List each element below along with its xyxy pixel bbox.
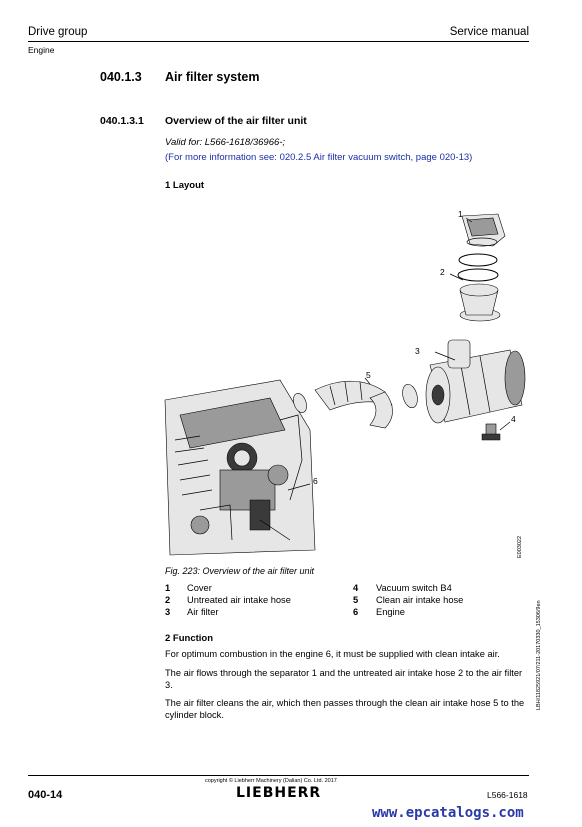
legend-label: Clean air intake hose [376,595,464,605]
legend-label: Air filter [187,607,219,617]
footer-rule [28,775,529,776]
brand-logo: LIEBHERR [236,785,322,801]
legend-row [165,607,495,619]
vacuum-switch [482,424,500,440]
air-filter-diagram [160,200,530,560]
layout-heading: 1 Layout [165,180,205,191]
cover [462,214,505,246]
engine-illustration [165,380,315,555]
document-code: LBH/11825921/07/211-20170330_15306/9en [536,600,542,710]
legend-num: 2 [165,595,171,605]
clean-air-hose [315,381,393,428]
legend-num: 1 [165,583,171,593]
header-rule [28,41,529,42]
callout-1: 1 [458,209,463,219]
subsection-title: Overview of the air filter unit [165,115,307,127]
header-right-title: Service manual [449,26,529,38]
legend-row [165,583,495,595]
figure-legend [165,583,495,619]
reference-link[interactable]: (For more information see: 020.2.5 Air filter vacuum switch, page 020-13) [165,152,473,163]
air-filter-housing [426,340,525,423]
callout-4: 4 [511,414,516,424]
function-paragraph: The air flows through the separator 1 and the untreated air intake hose 2 to the air filter 3. [165,668,523,690]
untreated-air-hose [458,254,500,321]
legend-label: Engine [376,607,405,617]
section-title: Air filter system [165,70,260,84]
callout-6: 6 [313,476,318,486]
legend-label: Untreated air intake hose [187,595,291,605]
callout-2: 2 [440,267,445,277]
legend-label: Cover [187,583,212,593]
copyright: copyright © Liebherr Machinery (Dalian) Co. Ltd. 2017 [205,778,337,784]
figure-id: E003022 [517,535,523,558]
legend-label: Vacuum switch B4 [376,583,452,593]
callout-3: 3 [415,346,420,356]
function-heading: 2 Function [165,633,214,644]
subsection-number: 040.1.3.1 [100,115,144,127]
legend-num: 3 [165,607,171,617]
function-paragraph: The air filter cleans the air, which then passes through the clean air intake hose 5 to the cylinder block. [165,698,525,720]
legend-num: 5 [353,595,359,605]
legend-row [165,595,495,607]
valid-for-text: Valid for: L566-1618/36966-; [165,137,286,148]
callout-5: 5 [366,370,371,380]
function-paragraph: For optimum combustion in the engine 6, it must be supplied with clean intake air. [165,649,500,659]
model-number: L566-1618 [487,790,528,800]
header-subtitle: Engine [28,45,55,55]
website-watermark[interactable]: www.epcatalogs.com [372,805,524,821]
header-left-title: Drive group [28,26,88,38]
section-number: 040.1.3 [100,70,142,84]
page-number: 040-14 [28,789,63,801]
legend-num: 4 [353,583,359,593]
figure-caption: Fig. 223: Overview of the air filter unit [165,566,315,576]
legend-num: 6 [353,607,359,617]
